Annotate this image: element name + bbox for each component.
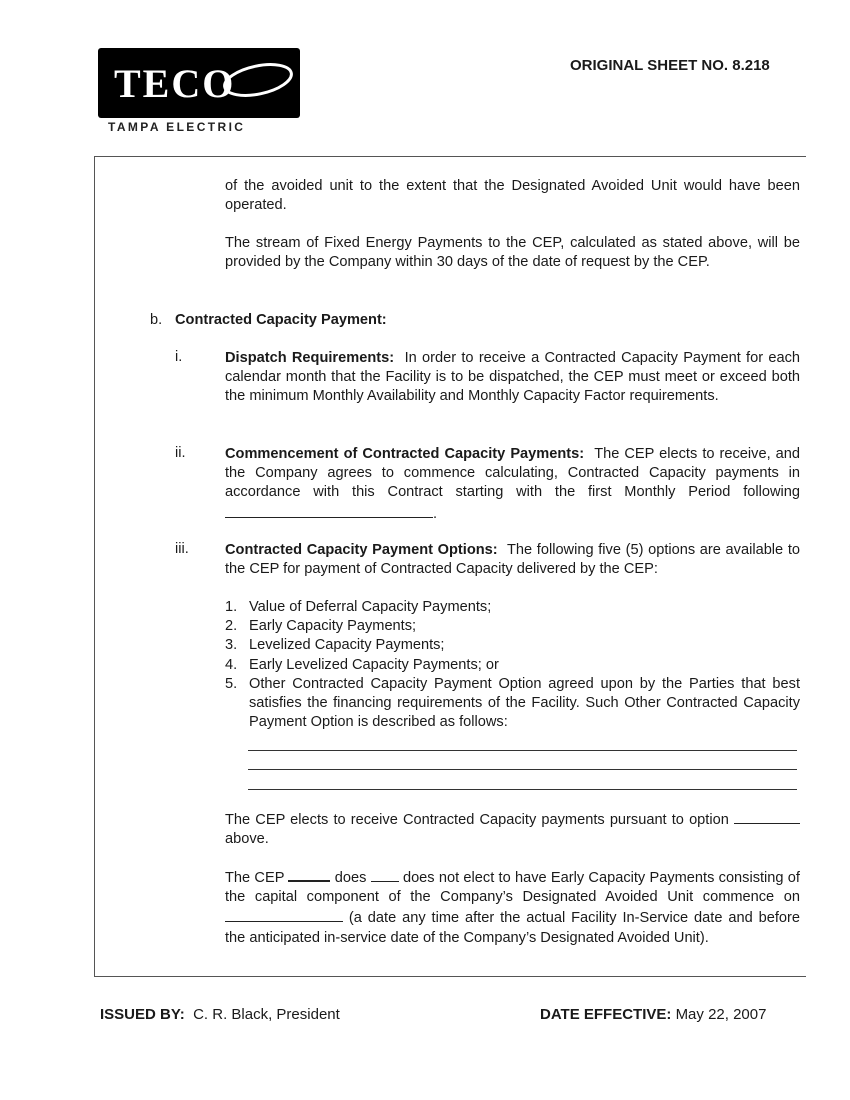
item-ii-end: . bbox=[433, 505, 438, 522]
early-capacity-paragraph bbox=[225, 866, 800, 948]
item-ii-text: The CEP elects to receive, and the Company agrees to commence calculating, Contracted Capacity payments in accordance with this Contract starting with the first Monthly Period following bbox=[225, 446, 801, 501]
teco-logo bbox=[98, 48, 300, 118]
item-i-title: Dispatch Requirements: bbox=[225, 350, 395, 366]
early-capacity-text-4: (a date any time after the actual Facility In-Service date and before the anticipated in-service date of the Company’s Designated Avoided Unit). bbox=[225, 910, 800, 946]
list-item-number: 4. bbox=[225, 656, 238, 673]
item-ii-paragraph bbox=[225, 445, 800, 524]
list-item-text: Early Capacity Payments; bbox=[249, 618, 417, 635]
option-election-end: above. bbox=[225, 831, 269, 848]
list-item-number: 3. bbox=[225, 637, 238, 654]
issued-by bbox=[100, 1006, 340, 1023]
item-ii-numeral: ii. bbox=[175, 445, 186, 461]
list-item bbox=[225, 598, 800, 617]
item-i-paragraph bbox=[225, 349, 800, 407]
item-iii-text: The following five (5) options are available to the CEP for payment of Contracted Capacity delivered by the CEP: bbox=[225, 542, 800, 578]
date-effective-value: May 22, 2007 bbox=[675, 1006, 767, 1023]
item-iii-paragraph bbox=[225, 541, 800, 579]
other-option-description-line[interactable] bbox=[248, 769, 797, 770]
early-capacity-text-3: does not elect to have Early Capacity Payments consisting of the capital component of the Company’s Designated Avoided Unit commence on bbox=[225, 870, 800, 906]
logo-subtitle: TAMPA ELECTRIC bbox=[108, 120, 246, 134]
option-election-paragraph bbox=[225, 809, 800, 849]
logo-text: TECO bbox=[114, 61, 236, 106]
paragraph-avoided-unit: of the avoided unit to the extent that the Designated Avoided Unit would have been operated. bbox=[225, 178, 800, 214]
other-option-description-line[interactable] bbox=[248, 789, 797, 790]
list-item-text: Other Contracted Capacity Payment Option agreed upon by the Parties that best satisfies the financing requirements of the Facility. Such Other Contracted Capacity Payment Option is described as follows: bbox=[249, 675, 800, 731]
does-not-elect-blank[interactable] bbox=[371, 867, 399, 882]
item-i-text: In order to receive a Contracted Capacity Payment for each calendar month that the Facility is to be dispatched, the CEP must meet or exceed both the minimum Monthly Availability and Monthly Capacity Factor requirements. bbox=[225, 350, 800, 405]
item-iii-numeral: iii. bbox=[175, 541, 189, 557]
list-item bbox=[225, 656, 800, 675]
does-elect-blank[interactable] bbox=[288, 866, 330, 882]
paragraph-fixed-energy-stream: The stream of Fixed Energy Payments to the CEP, calculated as stated above, will be provided by the Company within 30 days of the date of request by the CEP. bbox=[225, 235, 800, 271]
commencement-date-blank[interactable] bbox=[225, 503, 433, 518]
option-number-blank[interactable] bbox=[734, 809, 800, 824]
issued-by-label: ISSUED BY: bbox=[100, 1006, 185, 1023]
date-effective-label: DATE EFFECTIVE: bbox=[540, 1006, 672, 1023]
list-item-text: Levelized Capacity Payments; bbox=[249, 637, 445, 654]
other-option-description-line[interactable] bbox=[248, 750, 797, 751]
sheet-number: ORIGINAL SHEET NO. 8.218 bbox=[570, 57, 770, 74]
logo-swoosh-icon bbox=[218, 58, 296, 102]
item-i-numeral: i. bbox=[175, 349, 183, 365]
list-item-text: Value of Deferral Capacity Payments; bbox=[249, 599, 492, 615]
date-effective bbox=[540, 1006, 766, 1023]
list-item bbox=[225, 675, 800, 733]
early-capacity-text-2: does bbox=[334, 870, 367, 886]
early-capacity-text-1: The CEP bbox=[225, 870, 285, 886]
option-election-text: The CEP elects to receive Contracted Capacity payments pursuant to option bbox=[225, 812, 729, 828]
section-b-label: b. bbox=[150, 312, 163, 328]
item-ii-title: Commencement of Contracted Capacity Payments: bbox=[225, 446, 585, 462]
list-item-number: 2. bbox=[225, 618, 238, 635]
payment-options-list bbox=[225, 598, 800, 732]
list-item bbox=[225, 617, 800, 636]
list-item-number: 1. bbox=[225, 599, 238, 615]
issued-by-value: C. R. Black, President bbox=[193, 1006, 340, 1023]
section-b-title: Contracted Capacity Payment: bbox=[175, 312, 387, 328]
commence-date-blank[interactable] bbox=[225, 907, 343, 922]
item-iii-title: Contracted Capacity Payment Options: bbox=[225, 542, 498, 558]
list-item-number: 5. bbox=[225, 675, 238, 692]
list-item-text: Early Levelized Capacity Payments; or bbox=[249, 656, 499, 673]
list-item bbox=[225, 636, 800, 655]
